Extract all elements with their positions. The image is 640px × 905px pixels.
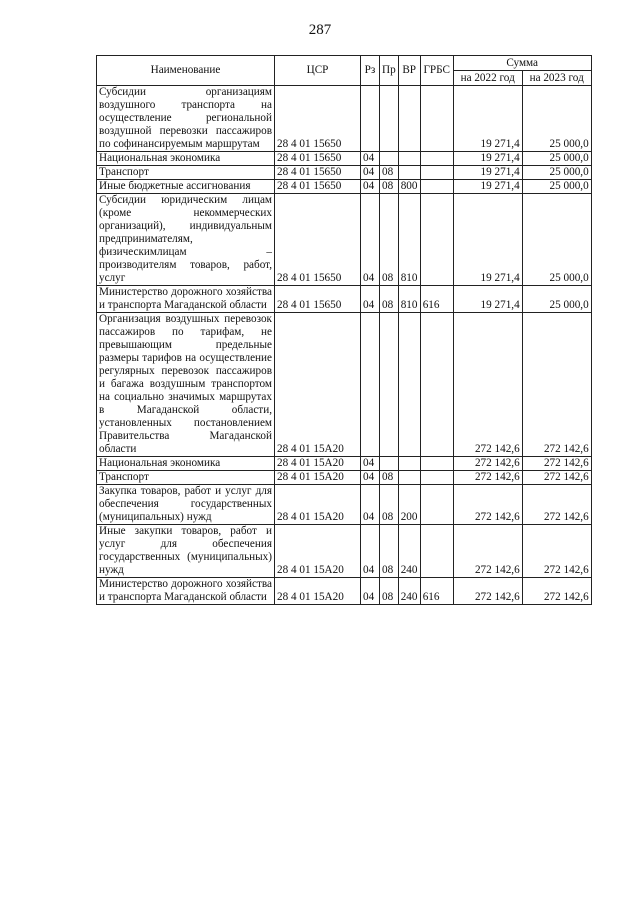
cell-y2022: 272 142,6	[453, 525, 522, 578]
cell-rz: 04	[361, 286, 380, 313]
cell-y2022: 19 271,4	[453, 194, 522, 286]
cell-grbs	[420, 180, 453, 194]
cell-pr: 08	[380, 578, 399, 605]
cell-name: Национальная экономика	[97, 152, 275, 166]
budget-table	[96, 55, 592, 605]
table-body	[97, 86, 592, 605]
table-row	[97, 152, 592, 166]
header-grbs: ГРБС	[420, 56, 453, 86]
cell-rz: 04	[361, 471, 380, 485]
cell-grbs: 616	[420, 578, 453, 605]
cell-vr	[398, 152, 420, 166]
table-row	[97, 313, 592, 457]
table-row	[97, 194, 592, 286]
table-row	[97, 578, 592, 605]
cell-pr: 08	[380, 286, 399, 313]
cell-csr: 28 4 01 15650	[275, 194, 361, 286]
cell-vr: 800	[398, 180, 420, 194]
header-year-2023: на 2023 год	[522, 71, 591, 86]
cell-pr: 08	[380, 471, 399, 485]
cell-y2023: 272 142,6	[522, 578, 591, 605]
cell-vr	[398, 166, 420, 180]
cell-y2022: 272 142,6	[453, 457, 522, 471]
cell-rz: 04	[361, 194, 380, 286]
cell-y2022: 19 271,4	[453, 166, 522, 180]
cell-csr: 28 4 01 15А20	[275, 313, 361, 457]
cell-y2023: 272 142,6	[522, 471, 591, 485]
cell-vr: 810	[398, 194, 420, 286]
cell-rz: 04	[361, 578, 380, 605]
table-row	[97, 86, 592, 152]
cell-pr: 08	[380, 194, 399, 286]
cell-y2023: 25 000,0	[522, 166, 591, 180]
cell-y2023: 25 000,0	[522, 86, 591, 152]
cell-grbs	[420, 525, 453, 578]
cell-y2023: 272 142,6	[522, 525, 591, 578]
cell-pr: 08	[380, 485, 399, 525]
cell-rz	[361, 86, 380, 152]
cell-grbs	[420, 471, 453, 485]
cell-y2022: 272 142,6	[453, 471, 522, 485]
cell-y2023: 25 000,0	[522, 286, 591, 313]
header-name: Наименование	[97, 56, 275, 86]
cell-vr	[398, 313, 420, 457]
cell-grbs	[420, 313, 453, 457]
cell-name: Министерство дорожного хозяйства и транспорта Магаданской области	[97, 286, 275, 313]
cell-vr: 200	[398, 485, 420, 525]
cell-y2022: 19 271,4	[453, 86, 522, 152]
cell-csr: 28 4 01 15А20	[275, 471, 361, 485]
cell-name: Иные закупки товаров, работ и услуг для обеспечения государственных (муниципальных) нужд	[97, 525, 275, 578]
cell-y2022: 272 142,6	[453, 313, 522, 457]
cell-y2023: 272 142,6	[522, 313, 591, 457]
cell-rz: 04	[361, 152, 380, 166]
cell-grbs	[420, 194, 453, 286]
cell-grbs: 616	[420, 286, 453, 313]
page-number: 287	[308, 22, 332, 38]
cell-pr	[380, 86, 399, 152]
cell-rz: 04	[361, 525, 380, 578]
cell-y2022: 272 142,6	[453, 485, 522, 525]
cell-rz	[361, 313, 380, 457]
table-row	[97, 180, 592, 194]
cell-y2023: 25 000,0	[522, 180, 591, 194]
cell-name: Субсидии юридическим лицам (кроме некоммерческих организаций), индивидуальным предпринимателям, физическимлицам – производителям товаров, работ, услуг	[97, 194, 275, 286]
cell-grbs	[420, 152, 453, 166]
table-row	[97, 166, 592, 180]
header-sum: Сумма	[453, 56, 591, 71]
cell-vr: 240	[398, 578, 420, 605]
header-csr: ЦСР	[275, 56, 361, 86]
table-row	[97, 485, 592, 525]
cell-grbs	[420, 485, 453, 525]
cell-pr	[380, 313, 399, 457]
header-vr: ВР	[398, 56, 420, 86]
cell-vr: 810	[398, 286, 420, 313]
cell-y2023: 272 142,6	[522, 457, 591, 471]
cell-y2022: 272 142,6	[453, 578, 522, 605]
header-pr: Пр	[380, 56, 399, 86]
cell-rz: 04	[361, 485, 380, 525]
cell-csr: 28 4 01 15650	[275, 180, 361, 194]
cell-name: Субсидии организациям воздушного транспорта на осуществление региональной воздушной перевозки пассажиров по софинансируемым маршрутам	[97, 86, 275, 152]
cell-vr	[398, 471, 420, 485]
cell-csr: 28 4 01 15650	[275, 86, 361, 152]
cell-csr: 28 4 01 15А20	[275, 485, 361, 525]
cell-vr: 240	[398, 525, 420, 578]
cell-grbs	[420, 457, 453, 471]
header-year-2022: на 2022 год	[453, 71, 522, 86]
cell-rz: 04	[361, 457, 380, 471]
cell-name: Иные бюджетные ассигнования	[97, 180, 275, 194]
cell-vr	[398, 457, 420, 471]
cell-csr: 28 4 01 15650	[275, 166, 361, 180]
cell-y2022: 19 271,4	[453, 180, 522, 194]
cell-csr: 28 4 01 15А20	[275, 578, 361, 605]
cell-y2023: 272 142,6	[522, 485, 591, 525]
cell-rz: 04	[361, 180, 380, 194]
header-rz: Рз	[361, 56, 380, 86]
cell-grbs	[420, 86, 453, 152]
cell-pr	[380, 152, 399, 166]
cell-csr: 28 4 01 15650	[275, 286, 361, 313]
cell-pr: 08	[380, 525, 399, 578]
cell-name: Транспорт	[97, 166, 275, 180]
cell-pr	[380, 457, 399, 471]
cell-rz: 04	[361, 166, 380, 180]
cell-name: Организация воздушных перевозок пассажиров по тарифам, не превышающим предельные размеры тарифов на осуществление регулярных перевозок пассажиров и багажа воздушным транспортом на социально значимых маршрутах в Магаданской области, установленных постановлением Правительства Магаданской области	[97, 313, 275, 457]
cell-name: Транспорт	[97, 471, 275, 485]
cell-y2023: 25 000,0	[522, 152, 591, 166]
table-row	[97, 286, 592, 313]
cell-vr	[398, 86, 420, 152]
cell-y2022: 19 271,4	[453, 152, 522, 166]
cell-name: Закупка товаров, работ и услуг для обеспечения государственных (муниципальных) нужд	[97, 485, 275, 525]
cell-y2023: 25 000,0	[522, 194, 591, 286]
cell-pr: 08	[380, 180, 399, 194]
table-row	[97, 525, 592, 578]
cell-name: Министерство дорожного хозяйства и транспорта Магаданской области	[97, 578, 275, 605]
cell-grbs	[420, 166, 453, 180]
cell-pr: 08	[380, 166, 399, 180]
cell-csr: 28 4 01 15А20	[275, 457, 361, 471]
cell-name: Национальная экономика	[97, 457, 275, 471]
cell-csr: 28 4 01 15650	[275, 152, 361, 166]
cell-y2022: 19 271,4	[453, 286, 522, 313]
table-row	[97, 457, 592, 471]
table-row	[97, 471, 592, 485]
cell-csr: 28 4 01 15А20	[275, 525, 361, 578]
